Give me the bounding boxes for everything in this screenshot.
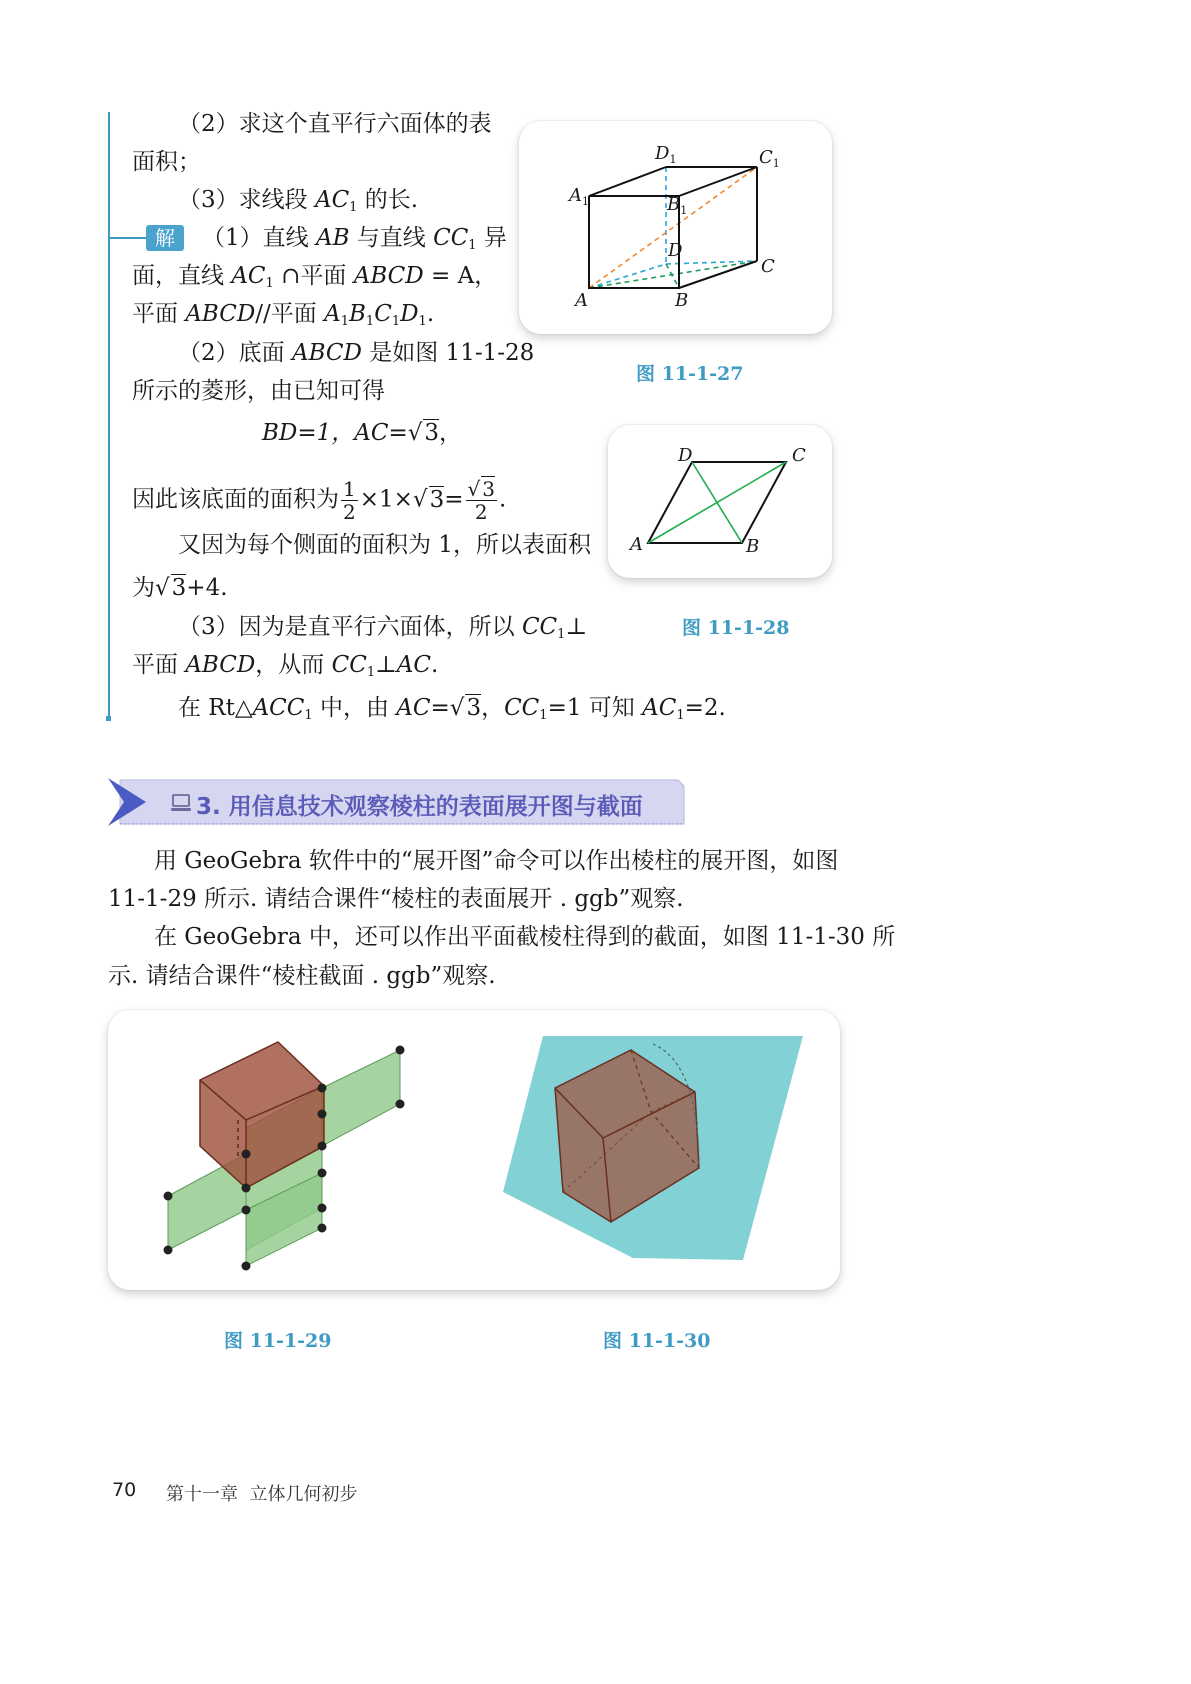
figure-29-caption: 图 11-1-29 bbox=[224, 1330, 332, 1352]
figure-27-caption: 图 11-1-27 bbox=[636, 363, 744, 385]
label-a: A bbox=[575, 290, 588, 311]
q3-line: （3）求线段 $AC_1$ 的长. bbox=[178, 187, 419, 215]
sol2-line-a: （2）底面 ABCD 是如图 11-1-28 bbox=[178, 340, 535, 366]
rhombus-diagram bbox=[608, 425, 832, 578]
label-b: B bbox=[675, 290, 689, 311]
sol3-line-a: （3）因为是直平行六面体，所以 $CC_1\perp$ bbox=[178, 614, 588, 642]
sol3-line-b: 平面 ABCD，从而 $CC_1\perp AC$. bbox=[132, 652, 439, 680]
solve-badge-line bbox=[110, 237, 146, 239]
cube-diagram bbox=[519, 121, 832, 334]
paragraph-1-line-a: 用 GeoGebra 软件中的“展开图”命令可以作出棱柱的展开图，如图 bbox=[154, 848, 839, 874]
section-header bbox=[108, 778, 688, 826]
label-c1: $C_1$ bbox=[759, 147, 780, 170]
paragraph-2-line-a: 在 GeoGebra 中，还可以作出平面截棱柱得到的截面，如图 11-1-30 所 bbox=[154, 924, 896, 950]
sol3-line-c: 在 $Rt\triangle ACC_1$ 中，由 AC=√3，$CC_1=1$ 可知 $AC_1=2$. bbox=[178, 695, 726, 723]
q2-line-a: （2）求这个直平行六面体的表 bbox=[178, 111, 492, 137]
label-d: D bbox=[678, 445, 693, 466]
paragraph-2-line-b: 示. 请结合课件“棱柱截面 . ggb”观察. bbox=[108, 963, 496, 989]
prism-net-figure bbox=[148, 1028, 478, 1288]
label-b1: $B_1$ bbox=[667, 194, 688, 217]
section-title: 3. 用信息技术观察棱柱的表面展开图与截面 bbox=[196, 794, 643, 820]
page-number: 70 bbox=[112, 1479, 137, 1501]
sol2-side-line: 又因为每个侧面的面积为 1，所以表面积 bbox=[178, 532, 591, 558]
sol1-line-b: 面，直线 $AC_1$ ∩平面 ABCD = A， bbox=[132, 263, 498, 291]
chapter-title: 第十一章 立体几何初步 bbox=[166, 1484, 358, 1505]
sol2-total-line: 为√3+4. bbox=[132, 575, 228, 601]
label-a1: $A_1$ bbox=[569, 185, 589, 208]
sol1-line-a: （1）直线 AB 与直线 $CC_1$ 异 bbox=[202, 225, 507, 253]
q2-line-b: 面积； bbox=[132, 149, 201, 175]
label-d1: $D_1$ bbox=[655, 143, 677, 166]
figures-29-30-card bbox=[108, 1010, 840, 1290]
sol2-equation: BD=1，AC=√3， bbox=[262, 420, 463, 446]
sol2-area-line: 因此该底面的面积为 $\frac{1}{2}$ ×1×√3= $\frac{√ 3}{2}$ . bbox=[132, 477, 507, 524]
example-margin-rule-end bbox=[106, 716, 111, 721]
figure-28-caption: 图 11-1-28 bbox=[682, 617, 790, 639]
figure-30-caption: 图 11-1-30 bbox=[603, 1330, 711, 1352]
prism-section-figure bbox=[503, 1032, 813, 1272]
computer-icon bbox=[170, 793, 192, 813]
solve-badge: 解 bbox=[146, 225, 184, 251]
label-b: B bbox=[746, 536, 760, 557]
label-c: C bbox=[761, 256, 775, 277]
sol2-line-b: 所示的菱形，由已知可得 bbox=[132, 378, 385, 404]
figure-28-card bbox=[608, 425, 832, 578]
example-margin-rule bbox=[108, 112, 110, 720]
label-d: D bbox=[668, 240, 683, 261]
label-a: A bbox=[630, 534, 643, 555]
sol1-line-c: 平面 ABCD//平面 $A_1B_1C_1D_1$. bbox=[132, 301, 435, 329]
figure-27-card bbox=[519, 121, 832, 334]
paragraph-1-line-b: 11-1-29 所示. 请结合课件“棱柱的表面展开 . ggb”观察. bbox=[108, 886, 684, 912]
label-c: C bbox=[792, 445, 806, 466]
